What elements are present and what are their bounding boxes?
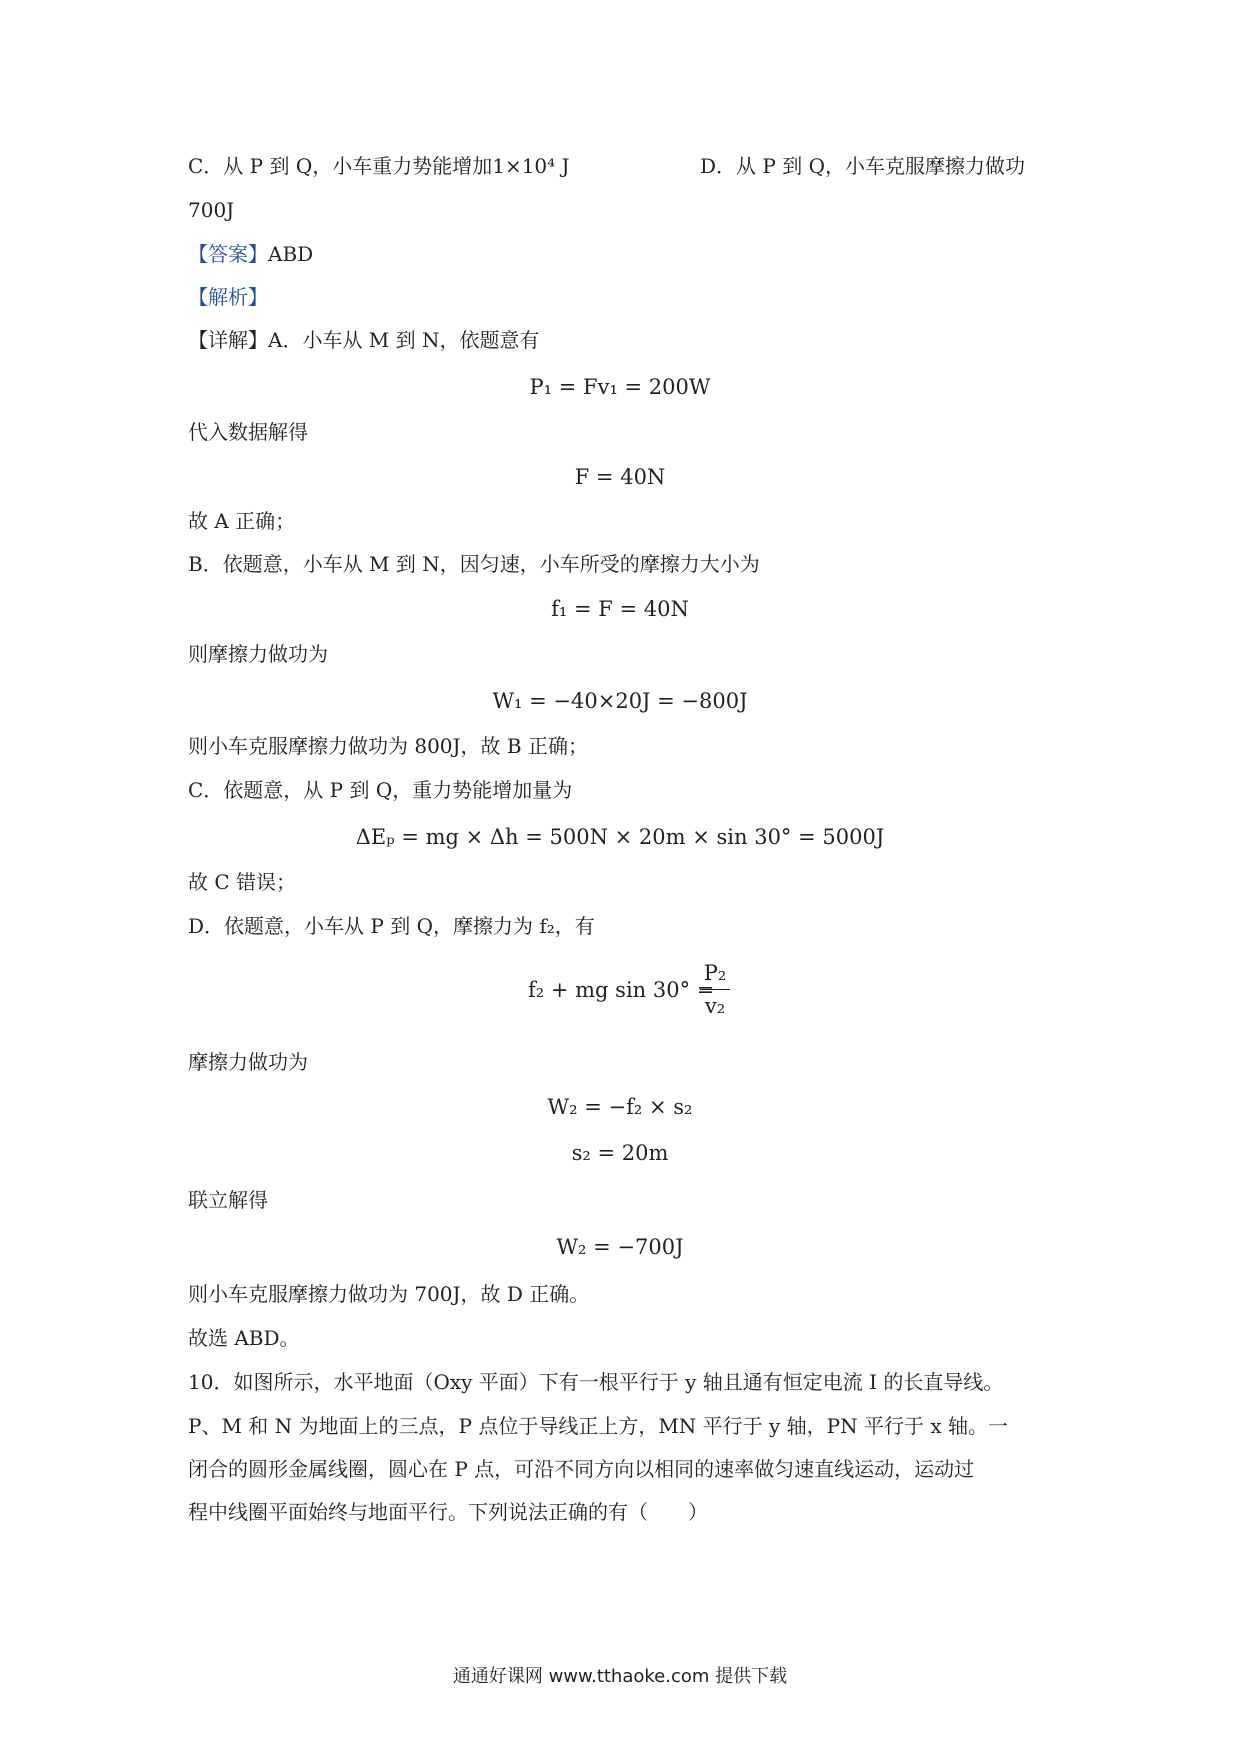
detail-tag: 【详解】: [188, 328, 268, 352]
a-intro-text: A．小车从 M 到 N，依题意有: [268, 328, 540, 352]
d-intro: D．依题意，小车从 P 到 Q，摩擦力为 f₂，有: [188, 914, 595, 938]
equation-6-fraction: [700, 958, 730, 1021]
page-footer: 通通好课网 www.tthaoke.com 提供下载: [452, 1666, 788, 1687]
b-intro: B．依题意，小车从 M 到 N，因匀速，小车所受的摩擦力大小为: [188, 552, 760, 576]
equation-7: W₂ = −f₂ × s₂: [547, 1095, 693, 1119]
option-d-continuation: 700J: [188, 198, 235, 222]
d-conclusion: 则小车克服摩擦力做功为 700J，故 D 正确。: [188, 1282, 590, 1306]
c-intro: C．依题意，从 P 到 Q，重力势能增加量为: [188, 778, 573, 802]
detail-a-intro: [188, 326, 540, 354]
equation-4: W₁ = −40×20J = −800J: [492, 689, 748, 713]
d-work-text: 摩擦力做功为: [188, 1050, 308, 1074]
answer-line: [188, 240, 313, 268]
c-conclusion: 故 C 错误；: [188, 870, 297, 894]
fraction-denominator: v₂: [704, 994, 726, 1018]
substitute-text: 代入数据解得: [188, 420, 308, 444]
equation-6-left: f₂ + mg sin 30° =: [528, 978, 715, 1002]
combine-text: 联立解得: [188, 1188, 268, 1212]
equation-2: F = 40N: [574, 465, 666, 489]
b-conclusion: 则小车克服摩擦力做功为 800J，故 B 正确；: [188, 734, 588, 758]
final-answer: 故选 ABD。: [188, 1326, 300, 1350]
question-10-line-4: 程中线圈平面始终与地面平行。下列说法正确的有（ ）: [188, 1500, 708, 1524]
equation-1: P₁ = Fv₁ = 200W: [529, 375, 711, 399]
option-c: C．从 P 到 Q，小车重力势能增加1×10⁴ J: [188, 154, 570, 178]
fraction-bar: [700, 989, 730, 990]
answer-value: ABD: [268, 242, 314, 266]
question-10-line-3: 闭合的圆形金属线圈，圆心在 P 点，可沿不同方向以相同的速率做匀速直线运动，运动过: [188, 1457, 975, 1481]
question-10-line-1: 10．如图所示，水平地面（Oxy 平面）下有一根平行于 y 轴且通有恒定电流 I 的长直导线。: [188, 1370, 1004, 1394]
answer-tag: 【答案】: [188, 242, 268, 266]
analysis-tag: 【解析】: [188, 285, 268, 309]
a-conclusion: 故 A 正确；: [188, 509, 296, 533]
question-10-line-2: P、M 和 N 为地面上的三点，P 点位于导线正上方，MN 平行于 y 轴，PN 平行于 x 轴。一: [188, 1414, 1008, 1438]
equation-6: [0, 958, 1240, 1028]
equation-3: f₁ = F = 40N: [551, 597, 689, 621]
equation-5: ΔEₚ = mg × Δh = 500N × 20m × sin 30° = 5000J: [355, 825, 885, 849]
option-d: D．从 P 到 Q，小车克服摩擦力做功: [700, 154, 1025, 178]
b-work-text: 则摩擦力做功为: [188, 642, 328, 666]
fraction-numerator: P₂: [703, 961, 727, 985]
equation-9: W₂ = −700J: [556, 1235, 684, 1259]
equation-8: s₂ = 20m: [571, 1141, 669, 1165]
